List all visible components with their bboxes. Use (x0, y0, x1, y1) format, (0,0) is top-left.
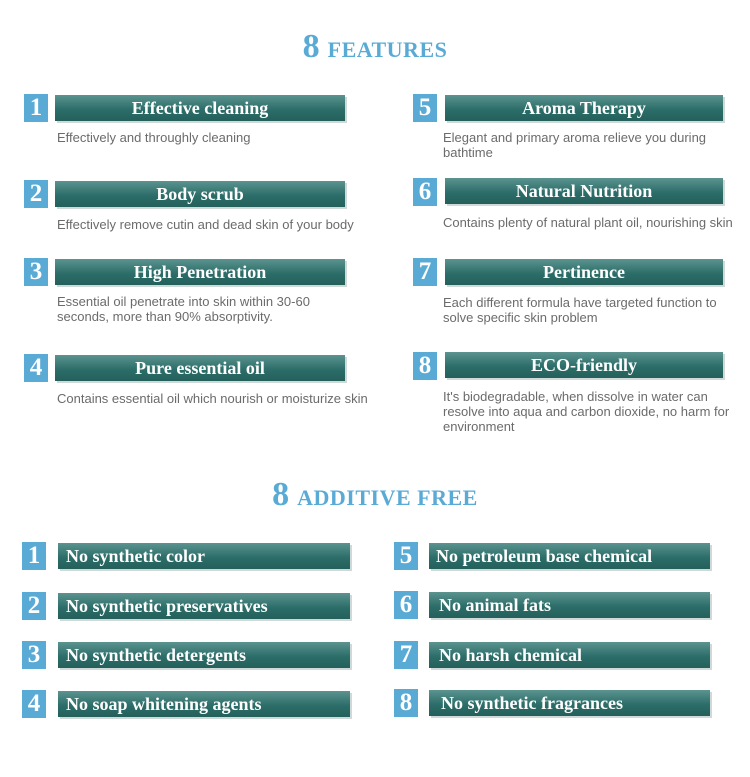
additive-title-1: No synthetic color (58, 543, 350, 569)
feature-description-7: Each different formula have targeted function to solve specific skin problem (443, 295, 717, 325)
feature-description-5: Elegant and primary aroma relieve you during bathtime (443, 130, 707, 160)
feature-title-6: Natural Nutrition (445, 178, 723, 204)
feature-number-3: 3 (24, 258, 48, 286)
additive-number-7: 7 (394, 641, 418, 669)
additive-title-3: No synthetic detergents (58, 642, 350, 668)
additive-title-7: No harsh chemical (429, 642, 710, 668)
feature-title-8: ECO-friendly (445, 352, 723, 378)
additive-title-2: No synthetic preservatives (58, 593, 350, 619)
feature-description-3: Essential oil penetrate into skin within 30-60 seconds, more than 90% absorptivity. (57, 294, 310, 324)
additive-title-6: No animal fats (429, 592, 710, 618)
feature-title-4: Pure essential oil (55, 355, 345, 381)
additive-number-6: 6 (394, 591, 418, 619)
additive-title-4: No soap whitening agents (58, 691, 350, 717)
feature-number-5: 5 (413, 94, 437, 122)
feature-title-5: Aroma Therapy (445, 95, 723, 121)
feature-number-6: 6 (413, 178, 437, 206)
additive-number-4: 4 (22, 690, 46, 718)
feature-title-2: Body scrub (55, 181, 345, 207)
feature-number-8: 8 (413, 352, 437, 380)
additive-number-8: 8 (394, 689, 418, 717)
additive-number-1: 1 (22, 542, 46, 570)
additive-free-heading-number: 8 (272, 476, 290, 513)
feature-description-4: Contains essential oil which nourish or moisturize skin (57, 391, 368, 406)
feature-title-1: Effective cleaning (55, 95, 345, 121)
feature-number-4: 4 (24, 354, 48, 382)
feature-description-6: Contains plenty of natural plant oil, nourishing skin (443, 215, 733, 230)
feature-number-7: 7 (413, 258, 437, 286)
feature-description-1: Effectively and throughly cleaning (57, 130, 251, 145)
feature-number-1: 1 (24, 94, 48, 122)
additive-free-heading-text: ADDITIVE FREE (297, 485, 478, 510)
feature-description-8: It's biodegradable, when dissolve in water can resolve into aqua and carbon dioxide, no harm for environment (443, 389, 730, 434)
features-heading-number: 8 (302, 28, 320, 65)
features-heading (0, 28, 750, 66)
feature-title-7: Pertinence (445, 259, 723, 285)
additive-free-heading (0, 476, 750, 514)
features-heading-text: FEATURES (327, 37, 448, 62)
additive-number-5: 5 (394, 542, 418, 570)
feature-number-2: 2 (24, 180, 48, 208)
additive-number-2: 2 (22, 592, 46, 620)
feature-description-2: Effectively remove cutin and dead skin of your body (57, 217, 354, 232)
additive-title-8: No synthetic fragrances (429, 690, 710, 716)
feature-title-3: High Penetration (55, 259, 345, 285)
additive-title-5: No petroleum base chemical (429, 543, 710, 569)
additive-number-3: 3 (22, 641, 46, 669)
